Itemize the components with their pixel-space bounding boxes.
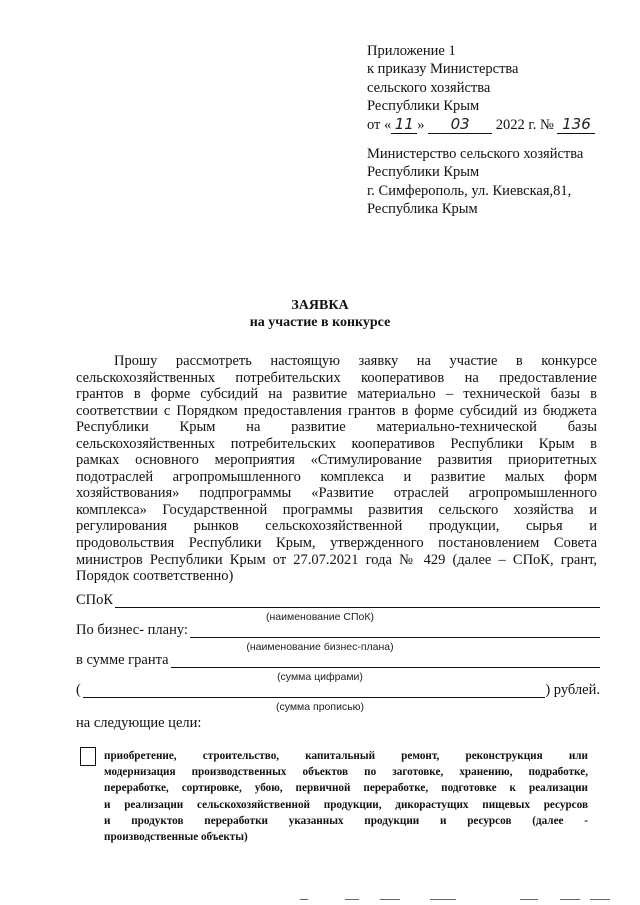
goal-line: переработке, сортировке, убою, первичной переработке, подготовке к реализации — [104, 782, 588, 795]
body-line: продовольствия Республики Крым, утвержденного постановлением Совета — [76, 535, 597, 552]
body-line: сельскохозяйственных потребительских кооперативов на предоставление — [76, 369, 597, 386]
appendix-header — [367, 42, 617, 134]
date-mid: » — [417, 117, 425, 134]
spok-caption: (наименование СПоК) — [266, 611, 374, 623]
goals-label: на следующие цели: — [76, 715, 202, 731]
body-line: соответствии с Порядком предоставления грантов в форме субсидий из бюджета — [76, 402, 597, 419]
spok-field-row — [76, 592, 600, 608]
grant-sum-label: в сумме гранта — [76, 652, 169, 668]
handwritten-day: 11 — [391, 115, 417, 134]
goal-line: производственные объекты) — [104, 831, 248, 844]
goal-line: модернизация производственных объектов по заготовке, хранению, подработке, — [104, 766, 588, 779]
scan-mark — [520, 899, 538, 900]
goal-description — [104, 748, 588, 845]
business-plan-caption: (наименование бизнес-плана) — [246, 641, 394, 653]
addressee-line: Республика Крым — [367, 200, 478, 217]
body-line: подотраслей агропромышленного комплекса и развитие малых форм — [76, 468, 597, 485]
scan-mark — [380, 899, 400, 900]
scan-mark — [560, 899, 580, 900]
body-line: регулирования рынков сельскохозяйственной продукции, сырья и — [76, 518, 597, 535]
body-line: хозяйствования» подпрограммы «Развитие отраслей агропромышленного — [76, 485, 597, 502]
grant-sum-field-row — [76, 652, 600, 668]
scan-mark — [345, 899, 359, 900]
date-suffix: 2022 г. № — [492, 117, 554, 134]
date-prefix: от « — [367, 117, 392, 134]
grant-words-close: ) рублей. — [545, 682, 600, 698]
scan-mark — [300, 899, 308, 900]
grant-words-caption: (сумма прописью) — [275, 701, 365, 713]
body-line: грантов в форме субсидий на развитие материально – технической базы в — [76, 386, 597, 403]
business-plan-blank[interactable] — [190, 625, 600, 638]
handwritten-order-number: 136 — [557, 115, 595, 134]
order-date-line — [367, 115, 617, 134]
body-line: министров Республики Крым от 27.07.2021 года № 429 (далее – СПоК, грант, — [76, 551, 597, 568]
addressee-line: Республики Крым — [367, 164, 480, 181]
body-line: Республики Крым на развитие материально-технической базы — [76, 419, 597, 436]
handwritten-month: 03 — [428, 115, 492, 134]
goal-line: и продуктов переработки указанных продукции и ресурсов (далее - — [104, 814, 588, 827]
addressee-block — [367, 145, 617, 218]
grant-words-field-row — [76, 682, 600, 698]
grant-words-open-paren: ( — [76, 682, 81, 698]
body-line: сельскохозяйственных потребительских кооперативов Республики Крым в — [76, 435, 597, 452]
grant-sum-words-blank[interactable] — [83, 685, 546, 698]
document-title: ЗАЯВКА — [291, 298, 349, 313]
body-line: Прошу рассмотреть настоящую заявку на участие в конкурсе — [114, 353, 597, 369]
business-plan-label: По бизнес- плану: — [76, 622, 188, 638]
body-line: Порядок соответственно) — [76, 568, 234, 585]
scan-mark — [430, 899, 456, 900]
grant-sum-caption: (сумма цифрами) — [277, 671, 363, 683]
business-plan-field-row — [76, 622, 600, 638]
body-line: комплекса» Государственной программы развития сельского хозяйства и — [76, 501, 597, 518]
goal-checkbox[interactable] — [80, 747, 96, 766]
scan-mark — [590, 899, 610, 900]
spok-label: СПоК — [76, 592, 114, 608]
addressee-line: Министерство сельского хозяйства — [367, 146, 584, 162]
spok-name-blank[interactable] — [115, 595, 600, 608]
appendix-line: сельского хозяйства — [367, 79, 491, 96]
goal-line: и реализации сельскохозяйственной продукции, дикорастущих пищевых ресурсов — [104, 798, 588, 811]
body-line: рамках основного мероприятия «Стимулирование развития приоритетных — [76, 452, 597, 469]
scan-edge-marks — [0, 895, 640, 905]
addressee-line: г. Симферополь, ул. Киевская,81, — [367, 182, 572, 199]
grant-sum-digits-blank[interactable] — [171, 655, 600, 668]
appendix-line: к приказу Министерства — [367, 61, 519, 78]
application-body — [76, 353, 597, 585]
goal-line: приобретение, строительство, капитальный ремонт, реконструкция или — [104, 750, 588, 762]
appendix-line: Приложение 1 — [367, 43, 456, 59]
document-subtitle: на участие в конкурсе — [249, 315, 391, 330]
appendix-line: Республики Крым — [367, 97, 480, 114]
